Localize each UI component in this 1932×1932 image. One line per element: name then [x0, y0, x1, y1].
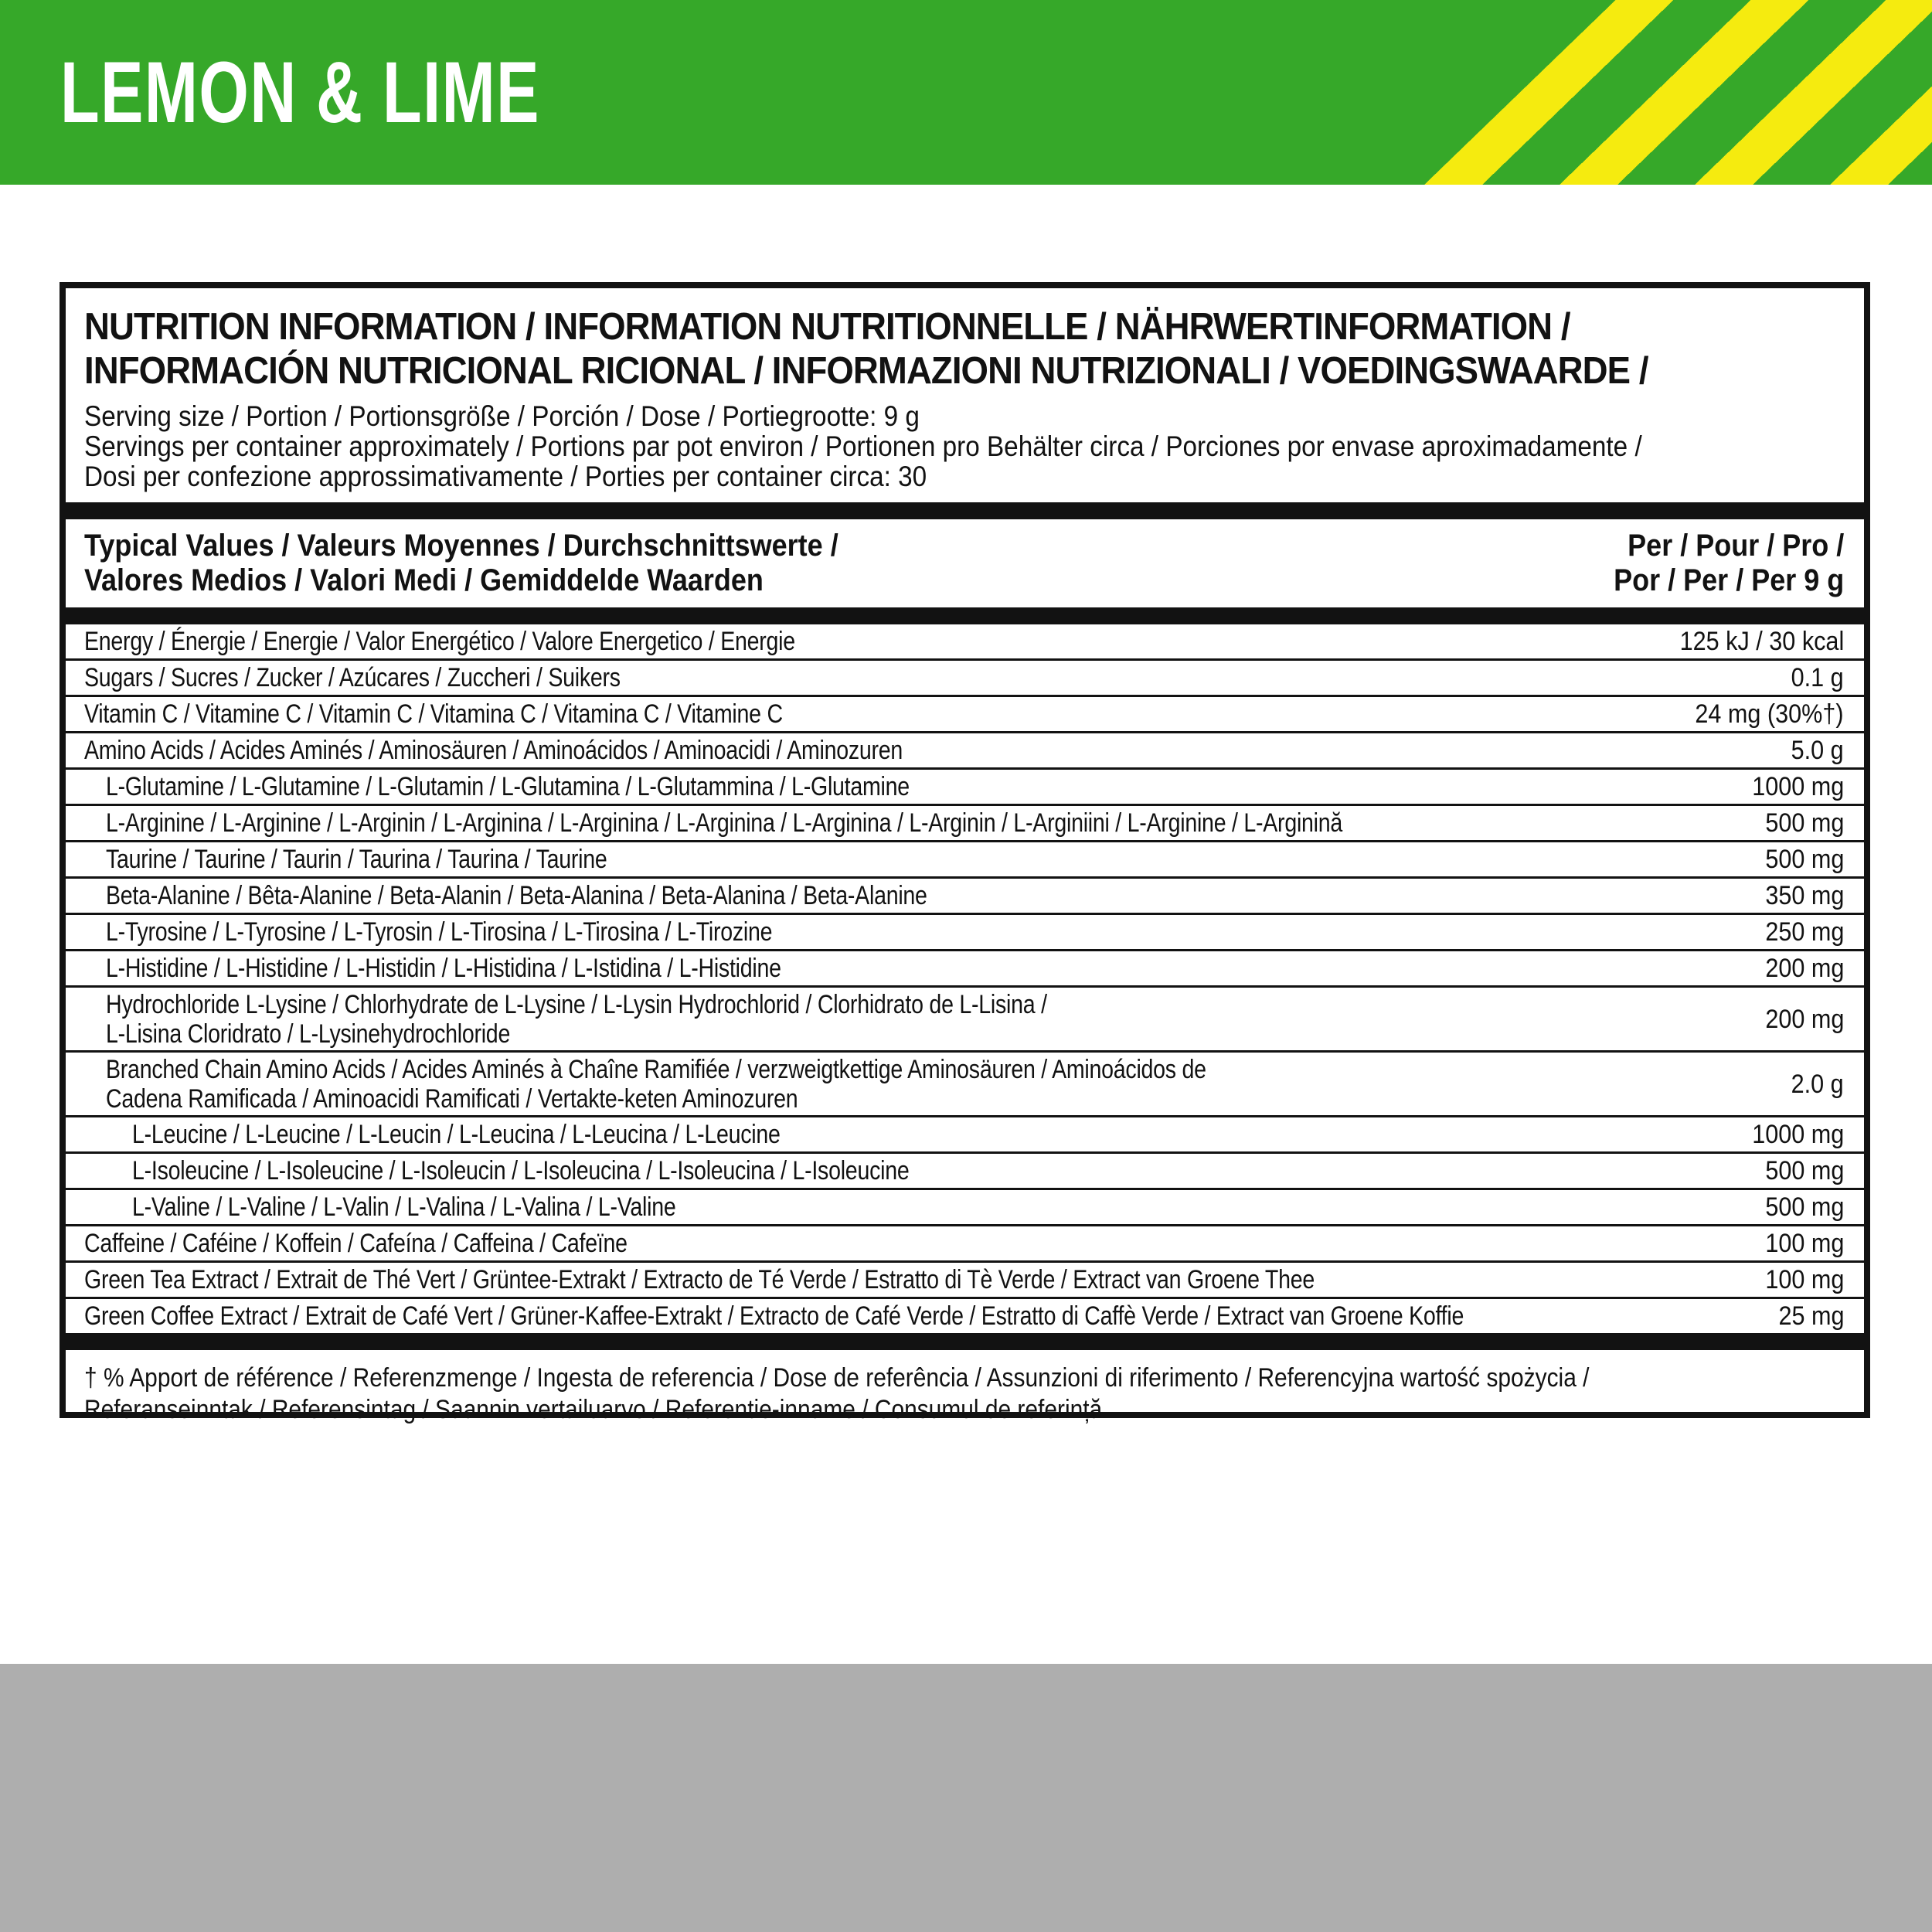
- nutrition-rows: [66, 624, 1864, 1333]
- row-label: Amino Acids / Acides Aminés / Aminosäuren / Aminoácidos / Aminoacidi / Aminozuren: [84, 736, 903, 765]
- table-row: [66, 1226, 1864, 1263]
- diagonal-stripes-decoration: [1424, 0, 1932, 185]
- table-row: [66, 842, 1864, 879]
- row-label: Vitamin C / Vitamine C / Vitamin C / Vitamina C / Vitamina C / Vitamine C: [84, 699, 783, 729]
- row-value: 500 mg: [1764, 808, 1844, 838]
- table-row: [66, 879, 1864, 915]
- row-value: 24 mg (30%†): [1695, 699, 1844, 729]
- row-label: L-Leucine / L-Leucine / L-Leucin / L-Leucina / L-Leucina / L-Leucine: [132, 1120, 781, 1149]
- servings-per-container-line2: Dosi per confezione approssimativamente / Porties per container circa: 30: [84, 461, 927, 492]
- table-row: [66, 806, 1864, 842]
- table-row: [66, 1190, 1864, 1226]
- table-row: [66, 770, 1864, 806]
- row-label: Green Coffee Extract / Extrait de Café Vert / Grüner-Kaffee-Extrakt / Extracto de Café Verde / Estratto di Caffè Verde / Extract van Groene Koffie: [84, 1301, 1464, 1331]
- row-label: Hydrochloride L-Lysine / Chlorhydrate de L-Lysine / L-Lysin Hydrochlorid / Clorhidrato de L-Lisina / L-Lisina Cloridrato / L-Lysinehydrochloride: [106, 989, 1047, 1049]
- row-label: Sugars / Sucres / Zucker / Azúcares / Zuccheri / Suikers: [84, 663, 621, 692]
- panel-title-line1: NUTRITION INFORMATION / INFORMATION NUTRITIONNELLE / NÄHRWERTINFORMATION /: [84, 306, 1570, 348]
- row-value: 2.0 g: [1791, 1069, 1844, 1099]
- table-row: [66, 1299, 1864, 1333]
- table-header-left: [84, 529, 922, 598]
- table-row: [66, 1263, 1864, 1299]
- serving-size: Serving size / Portion / Portionsgröße / Porción / Dose / Portiegrootte: 9 g: [84, 400, 920, 432]
- row-label: Energy / Énergie / Energie / Valor Energético / Valore Energetico / Energie: [84, 627, 795, 656]
- table-row: [66, 624, 1864, 661]
- table-header: [66, 519, 1864, 607]
- row-label: Beta-Alanine / Bêta-Alanine / Beta-Alanin / Beta-Alanina / Beta-Alanina / Beta-Alanine: [106, 881, 927, 910]
- footnote-line2: Referanseinntak / Referensintag / Saannin vertailuarvo / Referentie-inname / Consumul de referință: [84, 1395, 1103, 1424]
- row-value: 200 mg: [1764, 1004, 1844, 1034]
- row-label: L-Histidine / L-Histidine / L-Histidin / L-Histidina / L-Istidina / L-Histidine: [106, 954, 781, 983]
- table-row: [66, 915, 1864, 951]
- row-value: 1000 mg: [1751, 772, 1844, 801]
- divider-thick-header: [66, 607, 1864, 624]
- divider-thick-top: [66, 502, 1864, 519]
- panel-title: [66, 305, 1864, 393]
- table-row: [66, 697, 1864, 733]
- table-row: [66, 1154, 1864, 1190]
- row-value: 500 mg: [1764, 1156, 1844, 1185]
- row-value: 100 mg: [1764, 1229, 1844, 1258]
- table-row: [66, 661, 1864, 697]
- table-row: [66, 733, 1864, 770]
- row-value: 500 mg: [1764, 1192, 1844, 1222]
- row-value: 5.0 g: [1791, 736, 1844, 765]
- row-value: 500 mg: [1764, 845, 1844, 874]
- row-value: 25 mg: [1777, 1301, 1844, 1331]
- row-label: L-Arginine / L-Arginine / L-Arginin / L-Arginina / L-Arginina / L-Arginina / L-Arginina / L-Arginin / L-Arginiini / L-Arginine / L-Arginină: [106, 808, 1343, 838]
- row-value: 350 mg: [1764, 881, 1844, 910]
- row-label: Branched Chain Amino Acids / Acides Aminés à Chaîne Ramifiée / verzweigtkettige Aminosäuren / Aminoácidos de Cadena Ramificada / Aminoacidi Ramificati / Vertakte-keten Aminozuren: [106, 1054, 1206, 1114]
- row-value: 100 mg: [1764, 1265, 1844, 1294]
- nutrition-panel: [60, 282, 1870, 1424]
- table-row: [66, 1117, 1864, 1154]
- table-row: [66, 951, 1864, 988]
- serving-info: [66, 401, 1864, 492]
- row-label: Caffeine / Caféine / Koffein / Cafeína / Caffeina / Cafeïne: [84, 1229, 628, 1258]
- row-label: L-Glutamine / L-Glutamine / L-Glutamin / L-Glutamina / L-Glutammina / L-Glutamine: [106, 772, 910, 801]
- table-row: [66, 1053, 1864, 1117]
- row-value: 250 mg: [1764, 917, 1844, 947]
- bottom-gray-band: [0, 1664, 1932, 1932]
- servings-per-container-line1: Servings per container approximately / Portions par pot environ / Portionen pro Behälter circa / Porciones por envase aproximadamente /: [84, 430, 1642, 462]
- reference-intake-footnote: [66, 1350, 1864, 1426]
- typical-values-line1: Typical Values / Valeurs Moyennes / Durchschnittswerte /: [84, 529, 838, 563]
- panel-title-line2: INFORMACIÓN NUTRICIONAL RICIONAL / INFORMAZIONI NUTRIZIONALI / VOEDINGSWAARDE /: [84, 350, 1648, 392]
- row-value: 125 kJ / 30 kcal: [1679, 627, 1844, 656]
- row-value: 1000 mg: [1751, 1120, 1844, 1149]
- row-label: Taurine / Taurine / Taurin / Taurina / Taurina / Taurine: [106, 845, 607, 874]
- table-row: [66, 988, 1864, 1053]
- row-label: L-Isoleucine / L-Isoleucine / L-Isoleucin / L-Isoleucina / L-Isoleucina / L-Isoleucine: [132, 1156, 910, 1185]
- row-label: L-Valine / L-Valine / L-Valin / L-Valina / L-Valina / L-Valine: [132, 1192, 676, 1222]
- row-value: 0.1 g: [1791, 663, 1844, 692]
- per-serving-line1: Per / Pour / Pro /: [1627, 529, 1844, 563]
- per-serving-line2: Por / Per / Per 9 g: [1613, 563, 1844, 597]
- table-header-right: [1588, 529, 1844, 598]
- row-label: Green Tea Extract / Extrait de Thé Vert / Grüntee-Extrakt / Extracto de Té Verde / Estratto di Tè Verde / Extract van Groene Thee: [84, 1265, 1315, 1294]
- flavor-title: LEMON & LIME: [60, 44, 540, 141]
- flavor-banner: [0, 0, 1932, 185]
- typical-values-line2: Valores Medios / Valori Medi / Gemiddelde Waarden: [84, 563, 764, 597]
- row-label: L-Tyrosine / L-Tyrosine / L-Tyrosin / L-Tirosina / L-Tirosina / L-Tirozine: [106, 917, 773, 947]
- divider-thick-bottom: [66, 1333, 1864, 1350]
- row-value: 200 mg: [1764, 954, 1844, 983]
- footnote-line1: † % Apport de référence / Referenzmenge / Ingesta de referencia / Dose de referência / Assunzioni di riferimento / Referencyjna wartość spożycia /: [84, 1363, 1590, 1393]
